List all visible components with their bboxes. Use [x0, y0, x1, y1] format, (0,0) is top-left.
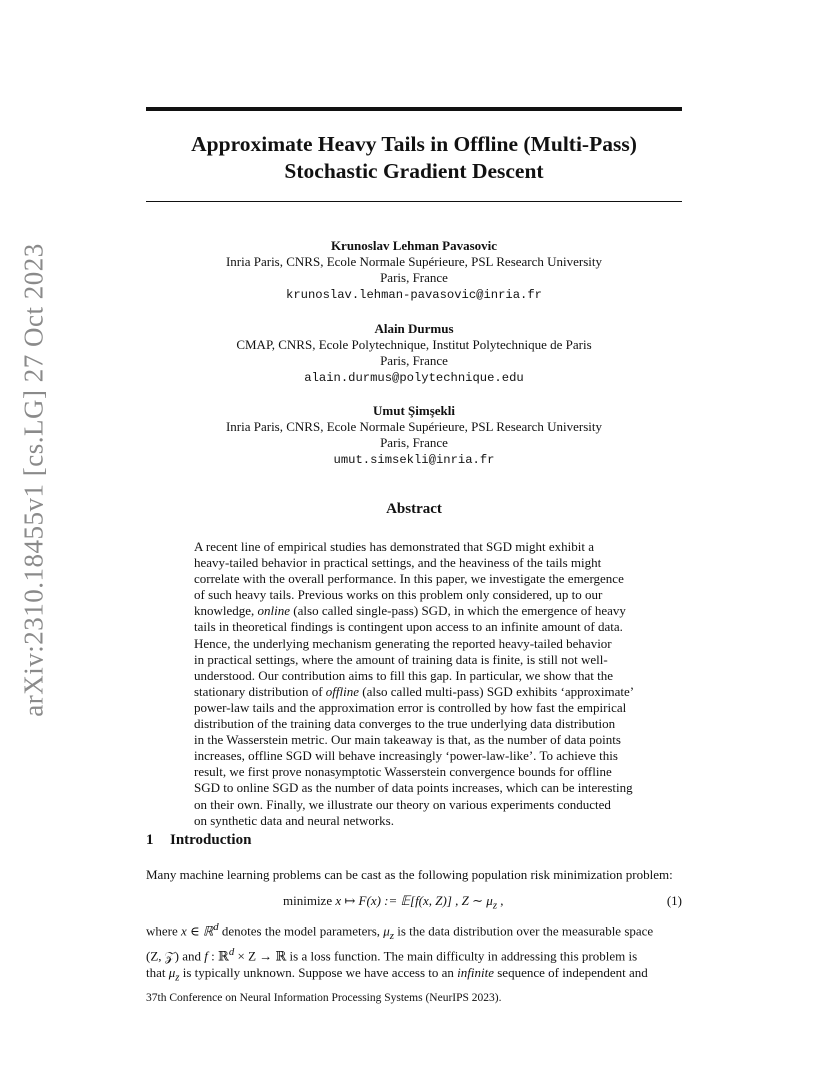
math-sup: d — [213, 921, 219, 933]
eq-subscript: z — [492, 899, 498, 912]
eq-text: (x) := 𝔼[f(x, Z)] , Z ∼ μ — [366, 893, 493, 908]
text-run: denotes the model parameters, — [218, 923, 384, 939]
math-run: μ — [168, 964, 176, 980]
author-name: Krunoslav Lehman Pavasovic — [330, 238, 498, 253]
paragraph-line — [146, 944, 682, 965]
math-sup: d — [228, 946, 235, 959]
abstract-line: in the Wasserstein metric. Our main takeaway is that, as the number of data points — [194, 732, 621, 748]
eq-text: ↦ — [341, 893, 359, 908]
title-line-1: Approximate Heavy Tails in Offline (Multi-Pass) — [191, 132, 637, 156]
abstract-body — [194, 539, 634, 829]
math-sub: z — [389, 929, 394, 942]
author-block-1 — [146, 238, 682, 303]
equation-expression — [283, 893, 504, 912]
author-email: alain.durmus@polytechnique.edu — [304, 370, 524, 385]
abstract-heading: Abstract — [386, 501, 442, 517]
abstract-line: result, we first prove nonasymptotic Wasserstein convergence bounds for offline — [194, 764, 612, 780]
abstract-line — [194, 684, 634, 700]
paragraph-line — [146, 919, 682, 944]
text-run: (also called single-pass) SGD, in which the emergence of heavy — [290, 603, 626, 619]
text-run: where — [146, 923, 182, 939]
text-run: that — [146, 964, 169, 980]
text-run: knowledge, — [194, 603, 258, 619]
math-run: x ∈ ℝ — [181, 923, 214, 939]
abstract-line — [194, 603, 634, 619]
title-top-rule — [146, 107, 682, 111]
text-run: : ℝ — [207, 948, 229, 964]
eq-text: minimize — [283, 893, 336, 908]
author-block-3 — [146, 403, 682, 468]
math-run: f — [204, 948, 208, 964]
author-name: Umut Şimşekli — [373, 403, 455, 418]
text-run: (Z, 𝒵) and — [146, 948, 205, 964]
author-email: krunoslav.lehman-pavasovic@inria.fr — [286, 287, 542, 302]
intro-paragraph — [146, 867, 682, 883]
paragraph-line — [146, 965, 682, 986]
emphasis-infinite: infinite — [457, 964, 494, 980]
text-run: is typically unknown. Suppose we have access to an — [179, 964, 458, 980]
paper-title — [146, 131, 682, 185]
abstract-line: in practical settings, where the amount of training data is finite, is still not well- — [194, 651, 608, 667]
section-title: Introduction — [170, 832, 252, 848]
text-run: is the data distribution over the measurable space — [394, 923, 654, 939]
math-run: μ — [383, 923, 390, 939]
abstract-line: correlate with the overall performance. In this paper, we investigate the emergence — [194, 571, 624, 587]
abstract-line: heavy-tailed behavior in practical settings, and the heaviness of the tails might — [194, 555, 602, 571]
paragraph-line: Many machine learning problems can be cast as the following population risk minimization problem: — [146, 867, 673, 882]
author-name: Alain Durmus — [374, 321, 454, 336]
eq-var: F — [358, 893, 367, 908]
author-affiliation: Inria Paris, CNRS, Ecole Normale Supérieure, PSL Research University — [225, 254, 603, 270]
abstract-line: distribution of the training data converges to the true underlying data distribution — [194, 716, 616, 732]
eq-var: x — [335, 893, 342, 908]
author-location: Paris, France — [380, 435, 448, 451]
title-line-2: Stochastic Gradient Descent — [284, 159, 544, 183]
author-location: Paris, France — [380, 270, 448, 286]
text-run: stationary distribution of — [194, 683, 326, 699]
abstract-line: A recent line of empirical studies has demonstrated that SGD might exhibit a — [194, 539, 595, 554]
abstract-line: on synthetic data and neural networks. — [194, 812, 394, 828]
section-number: 1 — [146, 832, 154, 848]
abstract-line: Hence, the underlying mechanism generating the reported heavy-tailed behavior — [194, 635, 612, 651]
emphasis-offline: offline — [325, 683, 360, 699]
text-run: × Z → ℝ is a loss function. The main difficulty in addressing this problem is — [234, 948, 638, 964]
abstract-line: increases, offline SGD will behave increasingly ‘power-law-like’. To achieve this — [194, 748, 618, 764]
abstract-line: of such heavy tails. Previous works on this problem only considered, up to our — [194, 587, 603, 603]
abstract-line: on their own. Finally, we illustrate our theory on various experiments conducted — [194, 796, 611, 812]
emphasis-online: online — [257, 603, 291, 619]
equation-number: (1) — [666, 893, 682, 908]
author-affiliation: Inria Paris, CNRS, Ecole Normale Supérieure, PSL Research University — [225, 419, 603, 435]
abstract-line: understood. Our contribution aims to fill this gap. In particular, we show that the — [194, 667, 614, 683]
section-heading — [146, 832, 251, 849]
arxiv-id: arXiv:2310.18455v1 [cs.LG] 27 Oct 2023 — [18, 243, 49, 717]
title-bottom-rule — [146, 201, 682, 202]
eq-text: , — [497, 893, 504, 908]
abstract-line: SGD to online SGD as the number of data points increases, which can be interesting — [194, 780, 633, 796]
author-email: umut.simsekli@inria.fr — [333, 452, 495, 467]
author-block-2 — [146, 321, 682, 386]
text-run: (also called multi-pass) SGD exhibits ‘approximate’ — [359, 683, 635, 699]
author-location: Paris, France — [380, 353, 448, 369]
abstract-line: power-law tails and the approximation error is controlled by how fast the empirical — [194, 699, 627, 715]
body-paragraph — [146, 919, 682, 985]
abstract-line: tails in theoretical findings is contingent upon access to an infinite amount of data. — [194, 619, 623, 635]
conference-footer: 37th Conference on Neural Information Processing Systems (NeurIPS 2023). — [146, 992, 502, 1004]
math-sub: z — [175, 971, 180, 984]
author-affiliation: CMAP, CNRS, Ecole Polytechnique, Institut Polytechnique de Paris — [236, 337, 592, 353]
text-run: sequence of independent and — [493, 964, 648, 980]
